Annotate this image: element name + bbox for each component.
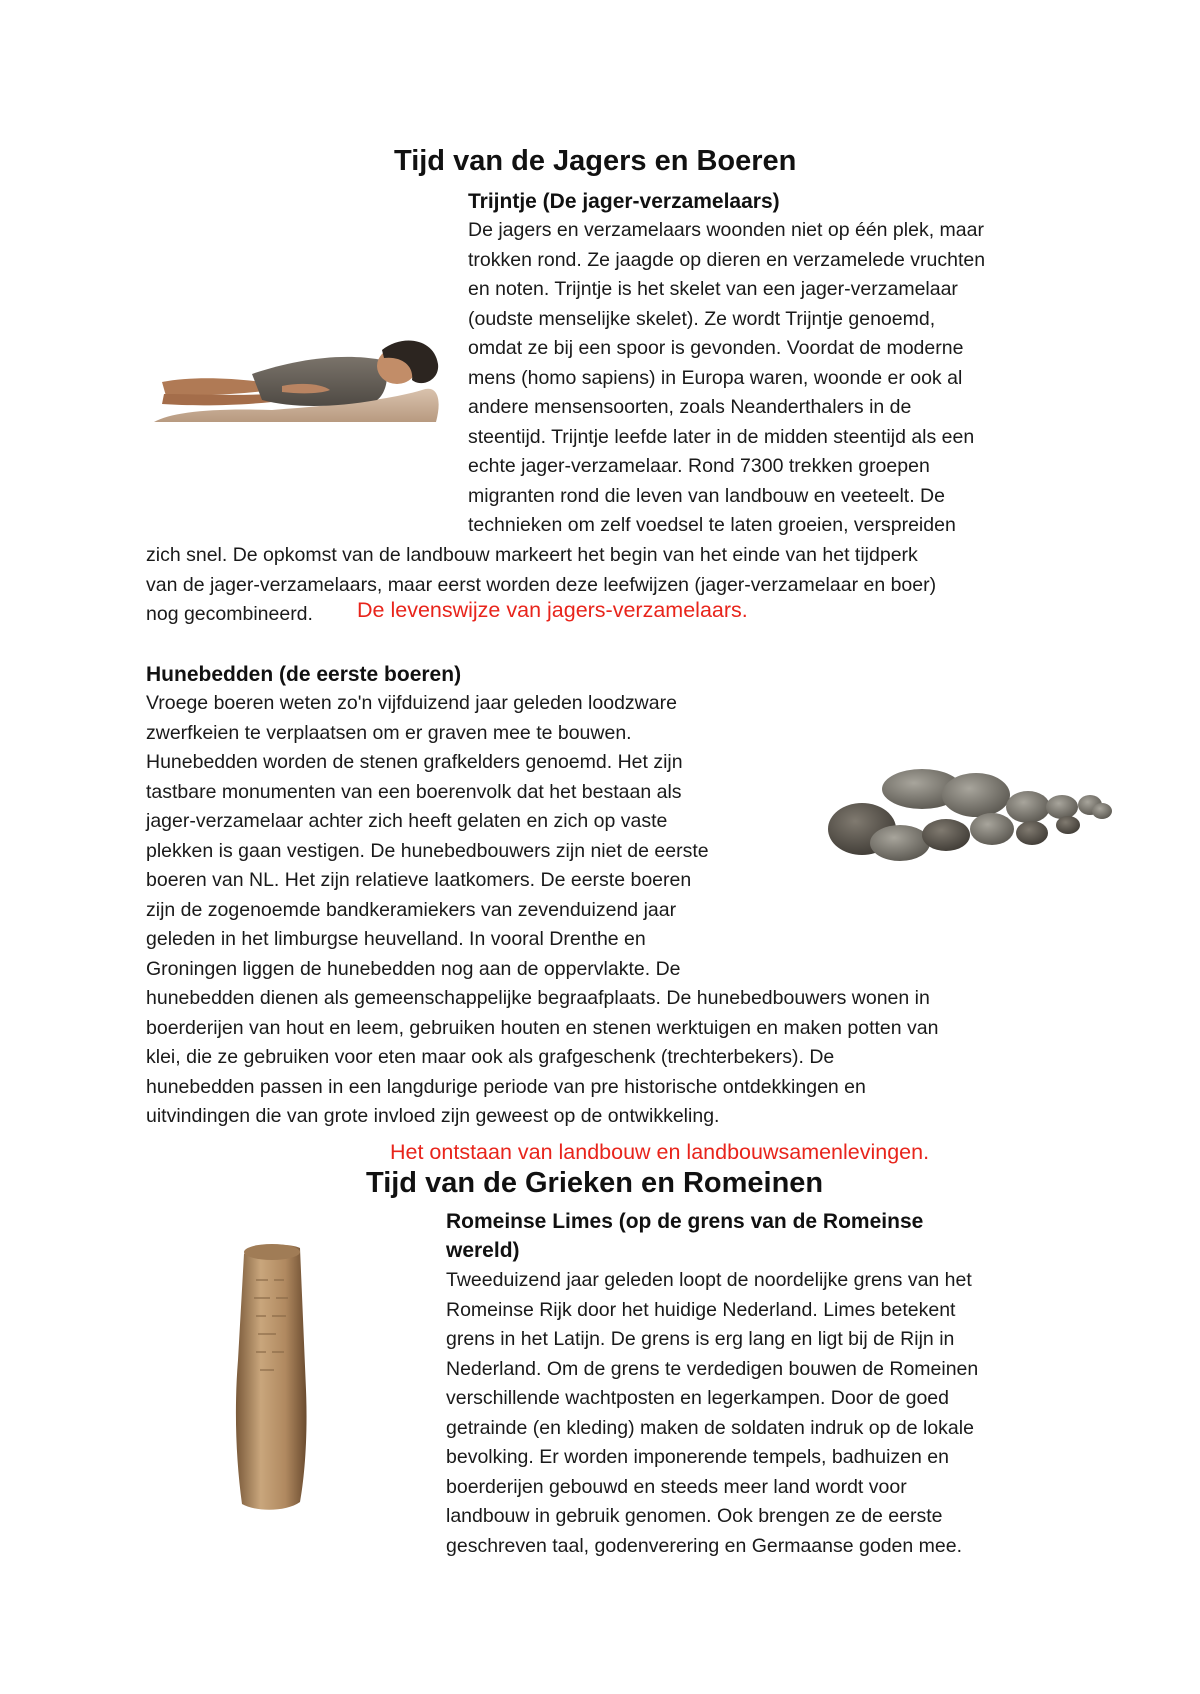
paragraph-line: andere mensensoorten, zoals Neanderthalers in de: [468, 396, 912, 418]
subtitle-limes-line1: Romeinse Limes (op de grens van de Romeinse: [446, 1210, 924, 1233]
paragraph-line: migranten rond die leven van landbouw en veeteelt. De: [468, 484, 945, 507]
paragraph-line: Romeinse Rijk door het huidige Nederland. Limes betekent: [446, 1298, 956, 1321]
highlight-jagers: De levenswijze van jagers-verzamelaars.: [357, 598, 748, 622]
subtitle-limes-line2: wereld): [446, 1239, 520, 1262]
paragraph-line: De jagers en verzamelaars woonden niet op één plek, maar: [468, 219, 984, 241]
paragraph-line: echte jager-verzamelaar. Rond 7300 trekken groepen: [468, 455, 930, 477]
paragraph-line: Nederland. Om de grens te verdedigen bouwen de Romeinen: [446, 1357, 979, 1380]
paragraph-line: geleden in het limburgse heuvelland. In vooral Drenthe en: [146, 928, 646, 950]
paragraph-line: Groningen liggen de hunebedden nog aan de oppervlakte. De: [146, 957, 681, 980]
paragraph-line: jager-verzamelaar achter zich heeft gelaten en zich op vaste: [146, 810, 668, 832]
paragraph-line: uitvindingen die van grote invloed zijn geweest op de ontwikkeling.: [146, 1105, 720, 1127]
trijntje-paragraph-full: [146, 541, 936, 600]
paragraph-line: van de jager-verzamelaars, maar eerst worden deze leefwijzen (jager-verzamelaar en boer): [146, 573, 937, 596]
section-title-grieken-romeinen: Tijd van de Grieken en Romeinen: [366, 1167, 824, 1199]
paragraph-line: technieken om zelf voedsel te laten groeien, verspreiden: [468, 514, 956, 536]
paragraph-line: trokken rond. Ze jaagde op dieren en verzamelede vruchten: [468, 248, 986, 271]
paragraph-line: hunebedden passen in een langdurige periode van pre historische ontdekkingen en: [146, 1075, 866, 1098]
paragraph-line: boerderijen van hout en leem, gebruiken houten en stenen werktuigen en maken potten van: [146, 1016, 939, 1039]
paragraph-line: zijn de zogenoemde bandkeramiekers van zevenduizend jaar: [146, 898, 677, 921]
trijntje-skeleton-image: [152, 330, 442, 430]
paragraph-line: zich snel. De opkomst van de landbouw markeert het begin van het einde van het tijdperk: [146, 544, 918, 566]
paragraph-line: steentijd. Trijntje leefde later in de midden steentijd als een: [468, 425, 975, 448]
dolmen-illustration: [826, 755, 1116, 865]
paragraph-line: Hunebedden worden de stenen grafkelders genoemd. Het zijn: [146, 751, 683, 773]
limes-paragraph: [446, 1266, 978, 1561]
trijntje-paragraph-right: [468, 216, 985, 541]
paragraph-line: grens in het Latijn. De grens is erg lang en ligt bij de Rijn in: [446, 1328, 955, 1350]
subtitle-hunebedden: Hunebedden (de eerste boeren): [146, 663, 462, 686]
paragraph-line: Vroege boeren weten zo'n vijfduizend jaar geleden loodzware: [146, 692, 677, 714]
paragraph-line: verschillende wachtposten en legerkampen. Door de goed: [446, 1387, 949, 1409]
subtitle-trijntje: Trijntje (De jager-verzamelaars): [468, 190, 780, 213]
paragraph-line: en noten. Trijntje is het skelet van een jager-verzamelaar: [468, 278, 958, 300]
roman-milestone-image: [226, 1240, 326, 1516]
hunebedden-paragraph: [146, 689, 938, 1132]
paragraph-line: klei, die ze gebruiken voor eten maar ook als grafgeschenk (trechterbekers). De: [146, 1046, 835, 1068]
highlight-landbouw: Het ontstaan van landbouw en landbouwsamenlevingen.: [390, 1140, 930, 1164]
paragraph-line: boerderijen gebouwd en steeds meer land wordt voor: [446, 1475, 907, 1498]
hunebed-stones-image: [826, 755, 1116, 865]
paragraph-line: hunebedden dienen als gemeenschappelijke begraafplaats. De hunebedbouwers wonen in: [146, 987, 930, 1009]
paragraph-line: (oudste menselijke skelet). Ze wordt Trijntje genoemd,: [468, 307, 936, 330]
paragraph-line: geschreven taal, godenverering en Germaanse goden mee.: [446, 1534, 962, 1557]
section-title-jagers-boeren: Tijd van de Jagers en Boeren: [394, 145, 797, 177]
paragraph-line: plekken is gaan vestigen. De hunebedbouwers zijn niet de eerste: [146, 839, 709, 862]
paragraph-line: Tweeduizend jaar geleden loopt de noordelijke grens van het: [446, 1269, 972, 1291]
paragraph-line: getrainde (en kleding) maken de soldaten indruk op de lokale: [446, 1416, 974, 1439]
milestone-column-illustration: [226, 1240, 326, 1516]
paragraph-line: mens (homo sapiens) in Europa waren, woonde er ook al: [468, 366, 963, 389]
paragraph-line: landbouw in gebruik genomen. Ook brengen ze de eerste: [446, 1505, 943, 1527]
paragraph-line: omdat ze bij een spoor is gevonden. Voordat de moderne: [468, 337, 964, 359]
paragraph-line: bevolking. Er worden imponerende tempels, badhuizen en: [446, 1446, 949, 1468]
paragraph-line: zwerfkeien te verplaatsen om er graven mee te bouwen.: [146, 721, 632, 744]
paragraph-line: boeren van NL. Het zijn relatieve laatkomers. De eerste boeren: [146, 869, 692, 891]
paragraph-line: tastbare monumenten van een boerenvolk dat het bestaan als: [146, 780, 682, 803]
reclining-figure-illustration: [152, 330, 442, 430]
paragraph-last-line: nog gecombineerd.: [146, 603, 313, 625]
